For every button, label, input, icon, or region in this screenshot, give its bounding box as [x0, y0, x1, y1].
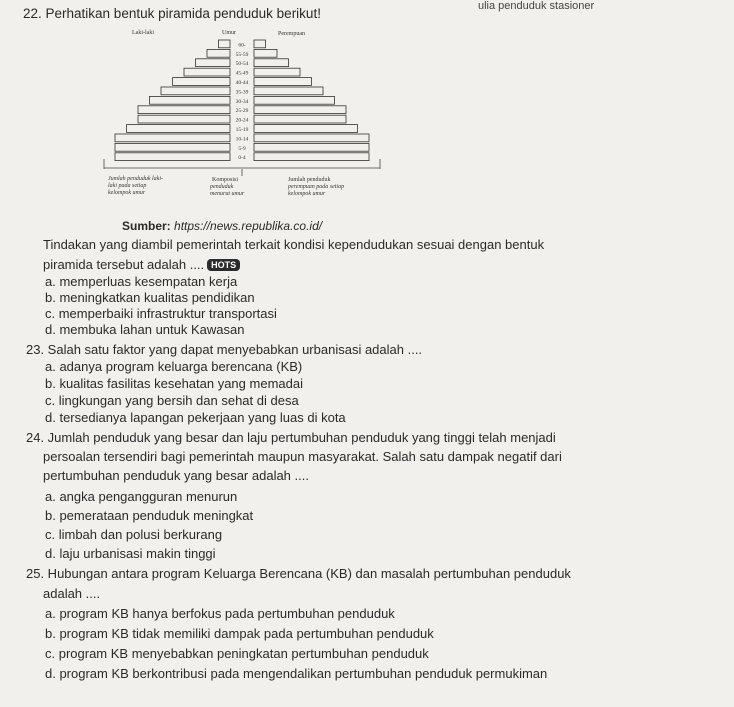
q23-question: 23. Salah satu faktor yang dapat menyebabkan urbanisasi adalah ....: [26, 342, 423, 357]
q24-option-b: b. pemerataan penduduk meningkat: [45, 508, 254, 523]
male-caption-3: kelompok umur: [108, 190, 146, 196]
age-label-50-54: 50-54: [235, 61, 249, 68]
age-label-55-59: 55-59: [235, 51, 249, 58]
source-url: https://news.republika.co.id/: [174, 219, 323, 233]
q24-option-a: a. angka pengangguran menurun: [45, 489, 238, 504]
male-bar-35-39: [161, 87, 230, 95]
female-caption-2: perempuan pada setiap: [288, 184, 345, 190]
age-label-5-9: 5-9: [238, 145, 246, 152]
male-caption-2: laki pada setiap: [108, 183, 147, 189]
q25-option-b: b. program KB tidak memiliki dampak pada pertumbuhan penduduk: [45, 626, 434, 641]
previous-option-fragment: ulia penduduk stasioner: [478, 0, 595, 12]
male-bar-20-24: [138, 115, 230, 123]
male-bar-50-54: [196, 59, 231, 67]
female-bar-0-4: [254, 153, 369, 161]
hots-badge: HOTS: [207, 259, 240, 271]
female-bar-20-24: [254, 115, 346, 123]
female-caption-1: Jumlah penduduk: [288, 177, 331, 183]
q24-line3: pertumbuhan penduduk yang besar adalah ....: [43, 468, 309, 483]
age-label-40-44: 40-44: [235, 80, 249, 86]
female-bar-40-44: [254, 78, 312, 86]
age-label-20-24: 20-24: [235, 117, 249, 124]
male-bar-5-9: [115, 143, 230, 151]
q22-question-text: piramida tersebut adalah ....: [43, 257, 205, 272]
female-bar-10-14: [254, 134, 369, 142]
q23-option-a: a. adanya program keluarga berencana (KB): [45, 359, 303, 374]
age-label-0-4: 0-4: [238, 155, 246, 162]
male-bar-10-14: [115, 134, 230, 142]
center-caption-2: penduduk: [210, 184, 234, 190]
age-label-45-49: 45-49: [235, 70, 249, 77]
q25-option-a: a. program KB hanya berfokus pada pertumbuhan penduduk: [45, 606, 395, 621]
female-header: Perempuan: [278, 31, 305, 37]
female-bar-35-39: [254, 87, 323, 95]
q22-question-line2: [43, 257, 240, 272]
female-bar-50-54: [254, 59, 289, 67]
male-bar-45-49: [184, 68, 230, 76]
q24-line2: persoalan tersendiri bagi pemerintah maupun masyarakat. Salah satu dampak negatif dari: [43, 449, 562, 464]
female-bar-45-49: [254, 68, 300, 76]
age-header: Umur: [222, 30, 236, 36]
q24-line1: 24. Jumlah penduduk yang besar dan laju pertumbuhan penduduk yang tinggi telah menjadi: [26, 430, 556, 445]
q23-option-b: b. kualitas fasilitas kesehatan yang memadai: [45, 376, 303, 391]
male-bar-55-59: [207, 49, 230, 57]
age-label-35-39: 35-39: [235, 89, 249, 96]
female-caption-3: kelompok umur: [288, 191, 326, 197]
male-bar-15-19: [127, 125, 231, 133]
q22-option-a: a. memperluas kesempatan kerja: [45, 274, 238, 289]
male-header: Laki-laki: [132, 30, 154, 36]
center-caption-3: menurut umur: [210, 191, 245, 197]
q22-option-d: d. membuka lahan untuk Kawasan: [45, 322, 245, 337]
q22-option-c: c. memperbaiki infrastruktur transportasi: [45, 306, 277, 321]
male-bar-60-: [219, 40, 231, 48]
q22-option-b: b. meningkatkan kualitas pendidikan: [45, 290, 255, 305]
q25-line2: adalah ....: [43, 586, 101, 601]
male-bar-0-4: [115, 153, 230, 161]
female-bar-5-9: [254, 143, 369, 151]
female-bar-30-34: [254, 96, 335, 104]
age-label-15-19: 15-19: [235, 127, 249, 133]
source-label: Sumber:: [122, 219, 171, 233]
age-label-25-29: 25-29: [235, 108, 249, 115]
male-caption-1: Jumlah penduduk laki-: [108, 176, 163, 182]
q22-title: 22. Perhatikan bentuk piramida penduduk berikut!: [23, 6, 321, 21]
age-label-60-: 60-: [238, 42, 246, 49]
q25-line1: 25. Hubungan antara program Keluarga Berencana (KB) dan masalah pertumbuhan penduduk: [26, 566, 571, 581]
female-bar-25-29: [254, 106, 346, 114]
male-bar-30-34: [150, 96, 231, 104]
female-bar-55-59: [254, 49, 277, 57]
center-caption-1: Komposisi: [212, 177, 239, 183]
q24-option-d: d. laju urbanisasi makin tinggi: [45, 546, 216, 561]
q25-option-c: c. program KB menyebabkan peningkatan pertumbuhan penduduk: [45, 646, 429, 661]
female-bar-15-19: [254, 125, 358, 133]
male-bar-40-44: [173, 78, 231, 86]
population-pyramid-diagram: [98, 28, 388, 218]
male-bar-25-29: [138, 106, 230, 114]
q23-option-d: d. tersedianya lapangan pekerjaan yang luas di kota: [45, 410, 346, 425]
q22-question-line1: Tindakan yang diambil pemerintah terkait kondisi kependudukan sesuai dengan bentuk: [43, 237, 545, 252]
q25-option-d: d. program KB berkontribusi pada mengendalikan pertumbuhan penduduk permukiman: [45, 666, 548, 681]
age-label-30-34: 30-34: [235, 98, 249, 105]
source-line: [122, 219, 322, 233]
age-label-10-14: 10-14: [235, 136, 249, 143]
female-bar-60-: [254, 40, 266, 48]
q24-option-c: c. limbah dan polusi berkurang: [45, 527, 223, 542]
q23-option-c: c. lingkungan yang bersih dan sehat di desa: [45, 393, 299, 408]
